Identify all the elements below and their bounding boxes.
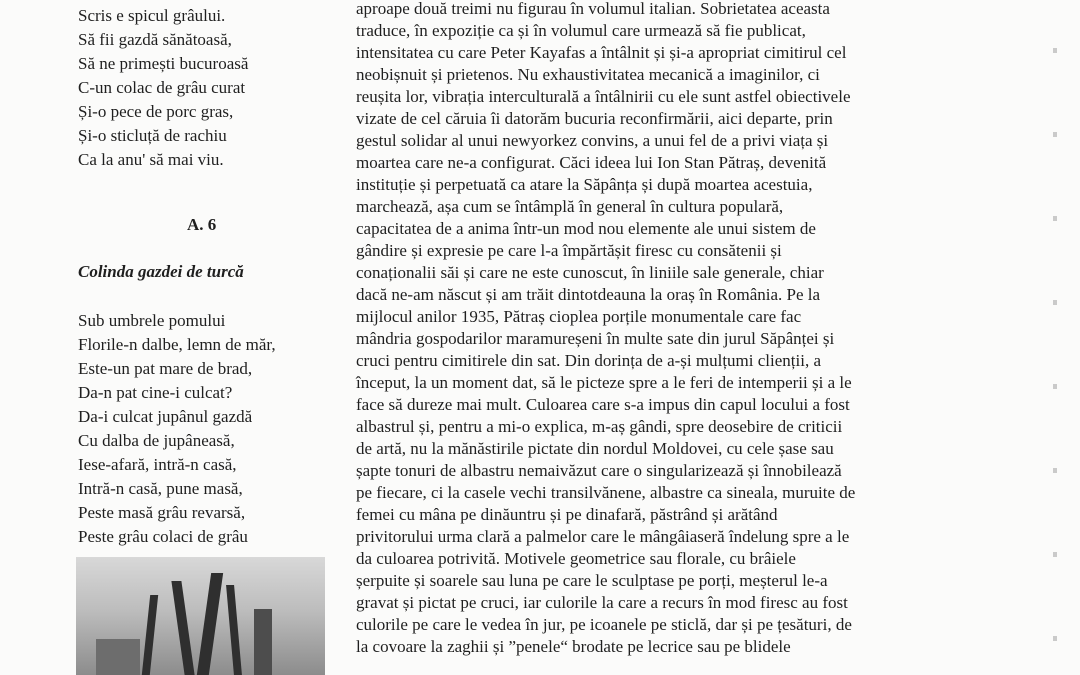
poem-line: Și-o pece de porc gras, — [78, 102, 234, 121]
article-line: face să dureze mai mult. Culoarea care s-a impus din capul locului a fost — [356, 395, 850, 414]
poem-line: C-un colac de grâu curat — [78, 78, 246, 97]
poem-line: Să fii gazdă sănătoasă, — [78, 30, 232, 49]
article-line: mijlocul anilor 1935, Pătraș cioplea porțile monumentale care fac — [356, 307, 802, 326]
article-line: șerpuite și soarele sau luna pe care le sculptase pe porți, meșterul le-a — [356, 571, 828, 590]
article-line: femei cu mâna pe dinăuntru și pe dinafară, păstrând și arătând — [356, 505, 778, 524]
section-title: Colinda gazdei de turcă — [78, 262, 244, 281]
article-line: gândire și expresie pe care l-a împărtășit firesc cu consătenii și — [356, 241, 782, 260]
photo-shape — [197, 573, 223, 675]
page-edge-marks — [1053, 0, 1057, 675]
article-column — [356, 0, 976, 675]
section-number: A. 6 — [187, 215, 217, 234]
article-line: albastrul și, pentru a mi-o explica, m-aș gândi, spre deosebire de criticii — [356, 417, 843, 436]
poem-line: Peste masă grâu revarsă, — [78, 503, 246, 522]
poem-line: Sub umbrele pomului — [78, 311, 226, 330]
article-line: culorile pe care le vedea în jur, pe icoanele pe sticlă, dar și pe țesături, de — [356, 615, 852, 634]
article-line: șapte tonuri de albastru nemaivăzut care o singularizează și înnobilează — [356, 461, 842, 480]
photo-shape — [171, 581, 194, 675]
poem-line: Scris e spicul grâului. — [78, 6, 226, 25]
poem-line: Este-un pat mare de brad, — [78, 359, 253, 378]
article-line: început, la un moment dat, să le picteze spre a le feri de intemperii și a le — [356, 373, 852, 392]
poem-line: Peste grâu colaci de grâu — [78, 527, 248, 546]
article-line: la covoare la zaghii și ”penele“ brodate pe lecrice sau pe blidele — [356, 637, 791, 656]
photo-shape — [254, 609, 272, 675]
article-line: da culoarea potrivită. Motivele geometrice sau florale, cu brâiele — [356, 549, 796, 568]
article-line: cruci pentru cimitirele din sat. Din dorința de a-și mulțumi clienții, a — [356, 351, 822, 370]
poem-line: Ca la anu' să mai viu. — [78, 150, 224, 169]
article-line: moartea care ne-a configurat. Căci ideea lui Ion Stan Pătraș, devenită — [356, 153, 827, 172]
poem-line: Și-o sticluță de rachiu — [78, 126, 227, 145]
poem-line: Intră-n casă, pune masă, — [78, 479, 243, 498]
article-line: dacă ne-am născut și am trăit dintotdeauna la oraș în România. Pe la — [356, 285, 821, 304]
photo-shape — [142, 595, 158, 675]
left-column — [0, 0, 345, 675]
poem-line: Da-n pat cine-i culcat? — [78, 383, 233, 402]
photo — [76, 557, 325, 675]
poem-line: Să ne primești bucuroasă — [78, 54, 249, 73]
article-line: gravat și pictat pe cruci, iar culorile la care a recurs în mod firesc au fost — [356, 593, 848, 612]
article-line: pe fiecare, ci la casele vechi transilvănene, albastre ca sineala, muruite de — [356, 483, 856, 502]
poem-line: Da-i culcat jupânul gazdă — [78, 407, 253, 426]
poem-line: Iese-afară, intră-n casă, — [78, 455, 237, 474]
article-line: marchează, așa cum se întâmplă în general în cultura populară, — [356, 197, 784, 216]
article-line: conaționalii săi și care ne este cunoscut, în liniile sale generale, chiar — [356, 263, 824, 282]
article-line: vizate de cel căruia îi datorăm bucuria reconfirmării, aici departe, prin — [356, 109, 833, 128]
poem-line: Cu dalba de jupâneasă, — [78, 431, 235, 450]
article-line: neobișnuit și prietenos. Nu exhaustivitatea mecanică a imaginilor, ci — [356, 65, 820, 84]
article-line: intensitatea cu care Peter Kayafas a întâlnit și și-a apropriat cimitirul cel — [356, 43, 847, 62]
article-line: traduce, în expoziție ca și în volumul care urmează să fie publicat, — [356, 21, 806, 40]
article-line: privitorului urma clară a palmelor care le mângâiaseră îndelung spre a le — [356, 527, 850, 546]
photo-shape — [226, 585, 242, 675]
article-line: gestul solidar al unui newyorkez convins, a unui fel de a privi viața și — [356, 131, 829, 150]
article-line: aproape două treimi nu figurau în volumul italian. Sobrietatea aceasta — [356, 0, 830, 18]
article-line: de artă, nu la mănăstirile pictate din nordul Moldovei, cu cele șase sau — [356, 439, 834, 458]
article-line: reușita lor, vibrația interculturală a întâlnirii cu ele sunt astfel obiectivele — [356, 87, 851, 106]
article-line: mândria gospodarilor maramureșeni în multe sate din jurul Săpânței și — [356, 329, 835, 348]
article-line: instituție și perpetuată ca atare la Săpânța și după moartea acestuia, — [356, 175, 813, 194]
photo-shape — [96, 639, 140, 675]
poem-line: Florile-n dalbe, lemn de măr, — [78, 335, 276, 354]
article-line: capacitatea de a anima într-un mod nou elemente ale unui sistem de — [356, 219, 816, 238]
